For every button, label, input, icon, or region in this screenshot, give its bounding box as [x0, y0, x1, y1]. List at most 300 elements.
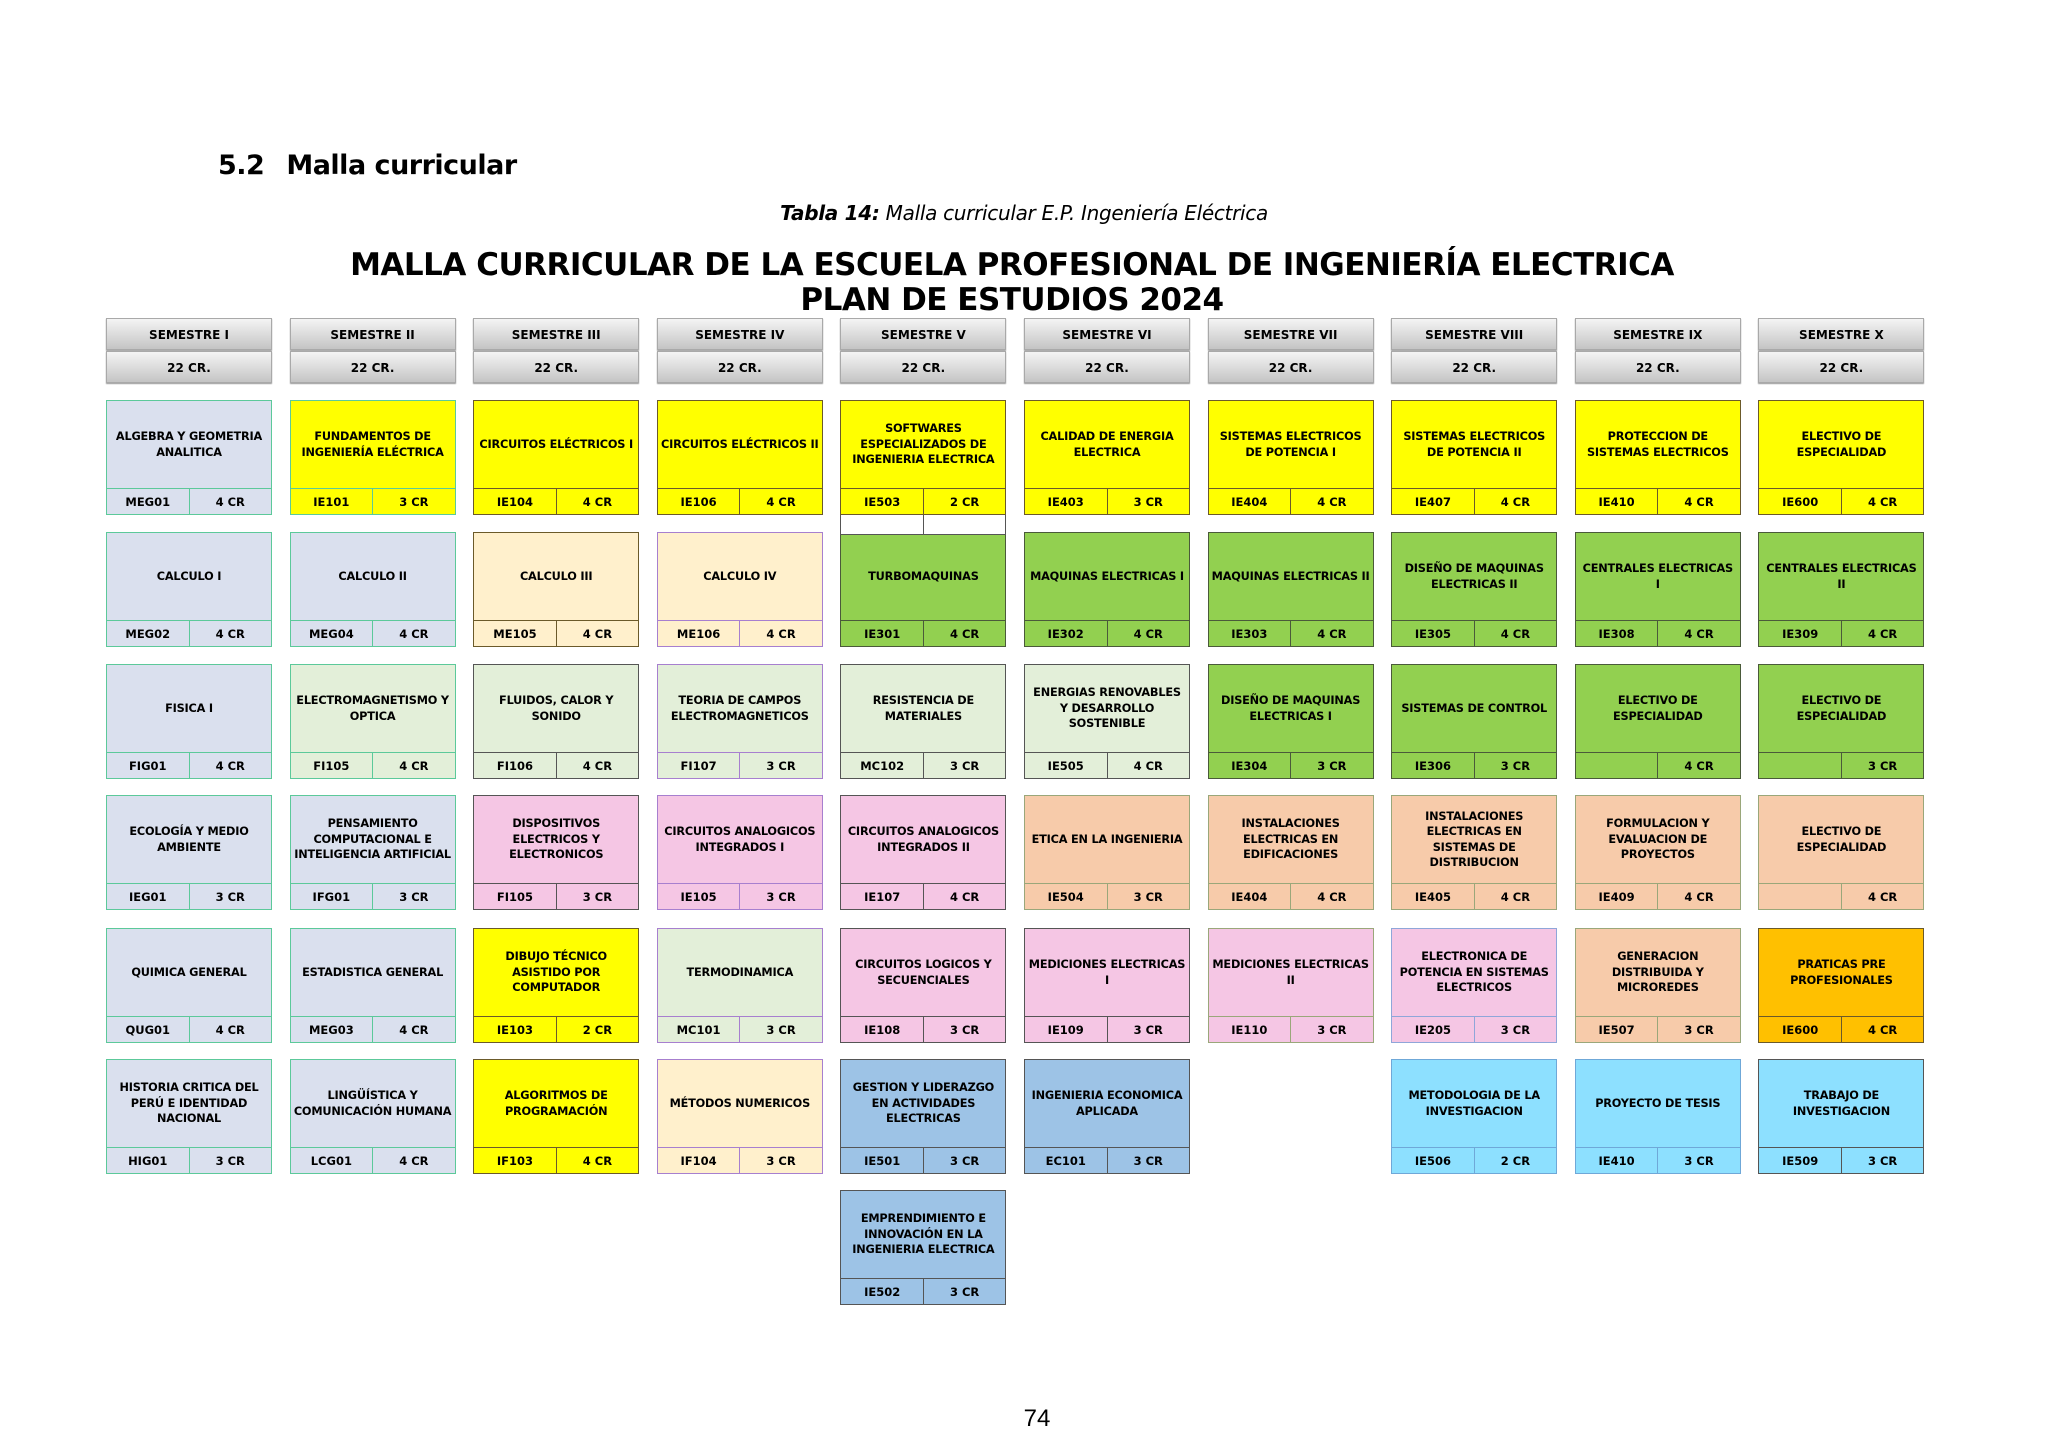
semester-header — [1758, 318, 1924, 384]
course-footer — [107, 752, 271, 778]
semester-credits: 22 CR. — [1575, 351, 1741, 383]
semester-name: SEMESTRE VIII — [1391, 318, 1557, 350]
course-card — [1758, 400, 1924, 515]
course-footer — [1576, 752, 1740, 778]
semester-name: SEMESTRE IV — [657, 318, 823, 350]
course-card — [1758, 928, 1924, 1043]
course-credits: 3 CR — [399, 494, 429, 509]
course-name: EMPRENDIMIENTO E INNOVACIÓN EN LA INGENIERIA ELECTRICA — [852, 1212, 995, 1257]
course-name: ALGORITMOS DE PROGRAMACIÓN — [504, 1089, 608, 1118]
semester-name: SEMESTRE VI — [1024, 318, 1190, 350]
course-card — [106, 664, 272, 779]
semester-header — [657, 318, 823, 384]
course-card — [1391, 795, 1557, 910]
course-card — [1575, 664, 1741, 779]
course-footer — [1392, 620, 1556, 646]
course-code — [1576, 753, 1659, 778]
course-card — [840, 400, 1006, 515]
course-credits: 3 CR — [1684, 1153, 1714, 1168]
course-footer — [1209, 883, 1373, 909]
course-credits: 4 CR — [1684, 626, 1714, 641]
course-name: ALGEBRA Y GEOMETRIA ANALITICA — [115, 430, 263, 459]
course-name: FUNDAMENTOS DE INGENIERÍA ELÉCTRICA — [301, 430, 444, 459]
semester-name: SEMESTRE X — [1758, 318, 1924, 350]
course-card — [473, 400, 639, 515]
semester-header — [1208, 318, 1374, 384]
course-footer — [841, 752, 1005, 778]
course-code: IF103 — [474, 1148, 557, 1173]
course-footer — [841, 883, 1005, 909]
course-name: CIRCUITOS LOGICOS Y SECUENCIALES — [855, 958, 992, 987]
course-credits: 3 CR — [766, 1022, 796, 1037]
course-credits: 4 CR — [582, 1153, 613, 1168]
course-code — [1759, 753, 1842, 778]
course-code: IE410 — [1576, 1148, 1659, 1173]
course-name: DIBUJO TÉCNICO ASISTIDO POR COMPUTADOR — [505, 950, 607, 995]
course-name: CENTRALES ELECTRICAS I — [1582, 562, 1733, 591]
course-footer — [841, 1016, 1005, 1042]
course-card — [840, 1190, 1006, 1305]
course-code: IE509 — [1759, 1148, 1842, 1173]
course-card — [106, 532, 272, 647]
course-card — [1208, 928, 1374, 1043]
course-code: LCG01 — [291, 1148, 374, 1173]
course-credits: 4 CR — [1684, 889, 1714, 904]
course-credits: 4 CR — [1867, 494, 1898, 509]
course-name: SISTEMAS ELECTRICOS DE POTENCIA I — [1219, 430, 1362, 459]
course-code: QUG01 — [107, 1017, 190, 1042]
course-name: MEDICIONES ELECTRICAS II — [1212, 958, 1369, 987]
course-card — [840, 1059, 1006, 1174]
course-footer — [1209, 620, 1373, 646]
semester-header — [473, 318, 639, 384]
course-footer — [107, 1147, 271, 1173]
course-code: EC101 — [1025, 1148, 1108, 1173]
course-code: IE110 — [1209, 1017, 1292, 1042]
semester-header — [106, 318, 272, 384]
course-name: SISTEMAS ELECTRICOS DE POTENCIA II — [1403, 430, 1546, 459]
course-name: CALCULO IV — [703, 569, 777, 583]
course-footer — [291, 1016, 455, 1042]
course-footer — [1392, 488, 1556, 514]
course-footer — [841, 488, 1005, 514]
course-footer — [1025, 752, 1189, 778]
course-name: MEDICIONES ELECTRICAS I — [1028, 958, 1186, 987]
course-footer — [291, 620, 455, 646]
course-card — [840, 532, 1006, 647]
course-code: IE109 — [1025, 1017, 1108, 1042]
course-card — [1575, 795, 1741, 910]
course-code: FI106 — [474, 753, 557, 778]
course-name: DISPOSITIVOS ELECTRICOS Y ELECTRONICOS — [509, 817, 604, 862]
course-footer — [291, 752, 455, 778]
course-footer — [1759, 488, 1923, 514]
course-name: TERMODINAMICA — [686, 965, 794, 979]
course-code: IE305 — [1392, 621, 1475, 646]
course-code: IF104 — [658, 1148, 741, 1173]
section-title: Malla curricular — [286, 150, 517, 181]
course-name: CALCULO III — [519, 569, 593, 583]
course-name: PROTECCION DE SISTEMAS ELECTRICOS — [1586, 430, 1729, 459]
course-footer — [841, 620, 1005, 646]
semester-credits: 22 CR. — [106, 351, 272, 383]
course-card — [657, 1059, 823, 1174]
course-code: IEG01 — [107, 884, 190, 909]
course-credits: 4 CR — [766, 494, 796, 509]
course-credits: 3 CR — [1133, 494, 1163, 509]
course-code: ME106 — [658, 621, 741, 646]
course-footer — [658, 1016, 822, 1042]
course-name: INSTALACIONES ELECTRICAS EN EDIFICACIONES — [1241, 817, 1340, 862]
course-code: IE501 — [841, 1148, 924, 1173]
course-name: ECOLOGÍA Y MEDIO AMBIENTE — [129, 825, 249, 854]
course-credits: 4 CR — [766, 626, 796, 641]
page-number: 74 — [1023, 1405, 1051, 1432]
table-caption — [0, 201, 2048, 225]
semester-header — [1024, 318, 1190, 384]
course-card — [1575, 1059, 1741, 1174]
course-code: MC102 — [841, 753, 924, 778]
course-code: HIG01 — [107, 1148, 190, 1173]
course-credits: 3 CR — [766, 1153, 796, 1168]
course-footer — [474, 752, 638, 778]
course-credits: 4 CR — [1317, 626, 1347, 641]
course-name: METODOLOGIA DE LA INVESTIGACION — [1408, 1089, 1540, 1118]
course-footer — [474, 1147, 638, 1173]
course-card — [657, 795, 823, 910]
semester-name: SEMESTRE I — [106, 318, 272, 350]
semester-credits: 22 CR. — [1208, 351, 1374, 383]
course-code — [1759, 884, 1842, 909]
course-code: IE504 — [1025, 884, 1108, 909]
course-name: LINGÜÍSTICA Y COMUNICACIÓN HUMANA — [293, 1089, 452, 1118]
table-caption-text: Malla curricular E.P. Ingeniería Eléctrica — [879, 201, 1268, 225]
course-footer — [1025, 883, 1189, 909]
course-footer — [1759, 620, 1923, 646]
course-footer — [1025, 1147, 1189, 1173]
semester-name: SEMESTRE II — [290, 318, 456, 350]
course-card — [1758, 532, 1924, 647]
course-code: IE308 — [1576, 621, 1659, 646]
course-credits: 4 CR — [1133, 758, 1163, 773]
course-name: ETICA EN LA INGENIERIA — [1031, 832, 1183, 846]
course-code: IE106 — [658, 489, 741, 514]
course-name: ELECTRONICA DE POTENCIA EN SISTEMAS ELECTRICOS — [1399, 950, 1549, 995]
course-credits: 4 CR — [582, 494, 613, 509]
course-card — [657, 928, 823, 1043]
semester-name: SEMESTRE V — [840, 318, 1006, 350]
course-card — [290, 664, 456, 779]
semester-name: SEMESTRE III — [473, 318, 639, 350]
course-name: TURBOMAQUINAS — [868, 569, 979, 583]
course-name: CALCULO II — [338, 569, 407, 583]
course-credits: 3 CR — [1133, 1022, 1163, 1037]
course-credits: 4 CR — [215, 494, 245, 509]
course-card — [290, 795, 456, 910]
course-credits: 3 CR — [1317, 1022, 1347, 1037]
course-credits: 3 CR — [399, 889, 429, 904]
course-card — [840, 928, 1006, 1043]
course-card — [1391, 532, 1557, 647]
course-credits: 3 CR — [766, 889, 796, 904]
course-code: ME105 — [474, 621, 557, 646]
empty-cell-left — [841, 515, 924, 534]
course-credits: 3 CR — [1133, 889, 1163, 904]
course-card — [290, 1059, 456, 1174]
course-name: TRABAJO DE INVESTIGACION — [1792, 1089, 1890, 1118]
course-card — [1575, 400, 1741, 515]
course-footer — [1576, 1016, 1740, 1042]
course-code: IE302 — [1025, 621, 1108, 646]
course-name: ESTADISTICA GENERAL — [302, 965, 444, 979]
course-card — [1758, 795, 1924, 910]
course-footer — [1209, 488, 1373, 514]
course-card — [1758, 664, 1924, 779]
course-code: MEG01 — [107, 489, 190, 514]
course-code: IE404 — [1209, 489, 1292, 514]
course-name: FLUIDOS, CALOR Y SONIDO — [499, 694, 614, 723]
course-code: IE103 — [474, 1017, 557, 1042]
course-footer — [1759, 752, 1923, 778]
course-name: CIRCUITOS ELÉCTRICOS II — [661, 437, 819, 451]
course-credits: 4 CR — [1684, 494, 1714, 509]
semester-credits: 22 CR. — [290, 351, 456, 383]
course-credits: 4 CR — [1317, 494, 1347, 509]
course-credits: 3 CR — [215, 1153, 245, 1168]
course-footer — [291, 488, 455, 514]
course-code: FI105 — [474, 884, 557, 909]
course-footer — [1209, 1016, 1373, 1042]
course-credits: 4 CR — [1317, 889, 1347, 904]
course-code: FI105 — [291, 753, 374, 778]
course-code: MEG03 — [291, 1017, 374, 1042]
course-footer — [1025, 488, 1189, 514]
course-name: RESISTENCIA DE MATERIALES — [872, 694, 974, 723]
course-footer — [658, 752, 822, 778]
course-footer — [658, 488, 822, 514]
course-credits: 4 CR — [1867, 626, 1898, 641]
semester-credits: 22 CR. — [657, 351, 823, 383]
course-name: CALIDAD DE ENERGIA ELECTRICA — [1040, 430, 1174, 459]
course-name: ELECTIVO DE ESPECIALIDAD — [1796, 825, 1887, 854]
course-code: IE502 — [841, 1279, 924, 1304]
course-code: IE404 — [1209, 884, 1292, 909]
course-card — [1024, 1059, 1190, 1174]
course-name: INSTALACIONES ELECTRICAS EN SISTEMAS DE DISTRIBUCION — [1425, 809, 1524, 869]
course-code: IE306 — [1392, 753, 1475, 778]
course-code: IE104 — [474, 489, 557, 514]
semester-header — [290, 318, 456, 384]
course-credits: 3 CR — [949, 1284, 980, 1299]
course-card — [1208, 664, 1374, 779]
course-code: IE304 — [1209, 753, 1292, 778]
course-credits: 4 CR — [399, 758, 429, 773]
course-footer — [1576, 488, 1740, 514]
chart-title-line2: PLAN DE ESTUDIOS 2024 — [800, 282, 1224, 318]
course-code: FI107 — [658, 753, 741, 778]
semester-header — [1575, 318, 1741, 384]
course-credits: 3 CR — [1317, 758, 1347, 773]
course-code: IE506 — [1392, 1148, 1475, 1173]
course-credits: 3 CR — [1500, 758, 1531, 773]
course-credits: 3 CR — [1684, 1022, 1714, 1037]
course-name: INGENIERIA ECONOMICA APLICADA — [1031, 1089, 1183, 1118]
course-card — [1024, 928, 1190, 1043]
course-name: ELECTIVO DE ESPECIALIDAD — [1796, 694, 1887, 723]
course-credits: 4 CR — [1867, 889, 1898, 904]
course-footer — [474, 488, 638, 514]
course-credits: 3 CR — [949, 1153, 980, 1168]
course-footer — [1025, 1016, 1189, 1042]
course-card — [106, 928, 272, 1043]
course-card — [1391, 1059, 1557, 1174]
course-card — [106, 400, 272, 515]
course-card — [106, 1059, 272, 1174]
course-footer — [1392, 883, 1556, 909]
course-credits: 4 CR — [949, 626, 980, 641]
section-heading — [218, 150, 517, 181]
course-footer — [474, 883, 638, 909]
course-footer — [658, 1147, 822, 1173]
course-credits: 4 CR — [1500, 626, 1531, 641]
course-name: CALCULO I — [156, 569, 222, 583]
course-name: GESTION Y LIDERAZGO EN ACTIVIDADES ELECTRICAS — [852, 1081, 995, 1126]
course-code: IE410 — [1576, 489, 1659, 514]
course-name: QUIMICA GENERAL — [131, 965, 247, 979]
section-number: 5.2 — [218, 150, 265, 181]
course-footer — [841, 1147, 1005, 1173]
semester-header — [840, 318, 1006, 384]
course-name: CIRCUITOS ANALOGICOS INTEGRADOS II — [847, 825, 999, 854]
chart-title-line1: MALLA CURRICULAR DE LA ESCUELA PROFESIONAL DE INGENIERÍA ELECTRICA — [350, 247, 1674, 283]
course-card — [1391, 664, 1557, 779]
course-code: IE105 — [658, 884, 741, 909]
course-footer — [107, 1016, 271, 1042]
course-code: IE301 — [841, 621, 924, 646]
course-card — [1024, 532, 1190, 647]
course-footer — [1759, 883, 1923, 909]
course-code: IE405 — [1392, 884, 1475, 909]
course-code: IE407 — [1392, 489, 1475, 514]
course-credits: 4 CR — [582, 626, 613, 641]
course-code: IE108 — [841, 1017, 924, 1042]
course-credits: 4 CR — [582, 758, 613, 773]
course-footer — [107, 488, 271, 514]
course-card — [473, 928, 639, 1043]
course-card — [657, 532, 823, 647]
course-card — [1208, 532, 1374, 647]
course-footer — [1576, 883, 1740, 909]
course-credits: 4 CR — [1867, 1022, 1898, 1037]
course-footer — [474, 620, 638, 646]
course-card — [657, 664, 823, 779]
course-name: PENSAMIENTO COMPUTACIONAL E INTELIGENCIA ARTIFICIAL — [294, 817, 451, 862]
empty-cell — [840, 515, 1006, 535]
course-name: CENTRALES ELECTRICAS II — [1766, 562, 1917, 591]
course-credits: 3 CR — [1133, 1153, 1163, 1168]
course-code: IE503 — [841, 489, 924, 514]
course-footer — [1392, 1147, 1556, 1173]
course-name: ELECTROMAGNETISMO Y OPTICA — [296, 694, 449, 723]
course-card — [106, 795, 272, 910]
course-credits: 4 CR — [399, 1153, 429, 1168]
course-name: PRATICAS PRE PROFESIONALES — [1790, 958, 1893, 987]
course-name: ELECTIVO DE ESPECIALIDAD — [1796, 430, 1887, 459]
course-card — [1208, 795, 1374, 910]
course-name: CIRCUITOS ELÉCTRICOS I — [479, 437, 633, 451]
course-credits: 4 CR — [1500, 494, 1531, 509]
course-name: HISTORIA CRITICA DEL PERÚ E IDENTIDAD NACIONAL — [119, 1081, 259, 1126]
course-card — [840, 795, 1006, 910]
course-code: IE101 — [291, 489, 374, 514]
course-credits: 4 CR — [1684, 758, 1714, 773]
course-footer — [841, 1278, 1005, 1304]
course-footer — [1759, 1147, 1923, 1173]
course-card — [473, 795, 639, 910]
empty-cell-right — [924, 515, 1006, 534]
course-card — [290, 400, 456, 515]
course-name: ELECTIVO DE ESPECIALIDAD — [1613, 694, 1703, 723]
course-footer — [107, 883, 271, 909]
course-name: PROYECTO DE TESIS — [1595, 1096, 1721, 1110]
course-code: IE403 — [1025, 489, 1108, 514]
course-credits: 4 CR — [1133, 626, 1163, 641]
course-name: ENERGIAS RENOVABLES Y DESARROLLO SOSTENIBLE — [1033, 686, 1181, 731]
semester-header — [1391, 318, 1557, 384]
course-card — [1024, 795, 1190, 910]
course-code: IE205 — [1392, 1017, 1475, 1042]
course-name: TEORIA DE CAMPOS ELECTROMAGNETICOS — [670, 694, 809, 723]
course-name: GENERACION DISTRIBUIDA Y MICROREDES — [1611, 950, 1704, 995]
course-footer — [1025, 620, 1189, 646]
course-credits: 3 CR — [582, 889, 613, 904]
course-code: IE107 — [841, 884, 924, 909]
semester-name: SEMESTRE VII — [1208, 318, 1374, 350]
course-credits: 3 CR — [949, 1022, 980, 1037]
course-footer — [658, 883, 822, 909]
course-name: DISEÑO DE MAQUINAS ELECTRICAS I — [1221, 694, 1361, 723]
course-footer — [658, 620, 822, 646]
course-credits: 3 CR — [215, 889, 245, 904]
course-card — [1024, 400, 1190, 515]
semester-credits: 22 CR. — [1391, 351, 1557, 383]
course-name: MAQUINAS ELECTRICAS I — [1030, 569, 1184, 583]
course-credits: 4 CR — [399, 626, 429, 641]
course-code: IE507 — [1576, 1017, 1659, 1042]
course-card — [1024, 664, 1190, 779]
course-code: IE600 — [1759, 489, 1842, 514]
course-credits: 2 CR — [582, 1022, 613, 1037]
course-name: CIRCUITOS ANALOGICOS INTEGRADOS I — [664, 825, 816, 854]
semester-credits: 22 CR. — [1758, 351, 1924, 383]
course-card — [1758, 1059, 1924, 1174]
course-card — [290, 532, 456, 647]
course-card — [473, 1059, 639, 1174]
course-footer — [1392, 752, 1556, 778]
course-code: MEG04 — [291, 621, 374, 646]
course-credits: 3 CR — [949, 758, 980, 773]
course-credits: 3 CR — [1500, 1022, 1531, 1037]
course-card — [1391, 928, 1557, 1043]
course-credits: 4 CR — [215, 1022, 245, 1037]
course-code: IE409 — [1576, 884, 1659, 909]
course-credits: 4 CR — [215, 626, 245, 641]
course-footer — [107, 620, 271, 646]
course-name: FISICA I — [165, 701, 213, 715]
course-credits: 3 CR — [1867, 1153, 1898, 1168]
semester-credits: 22 CR. — [473, 351, 639, 383]
course-code: MC101 — [658, 1017, 741, 1042]
